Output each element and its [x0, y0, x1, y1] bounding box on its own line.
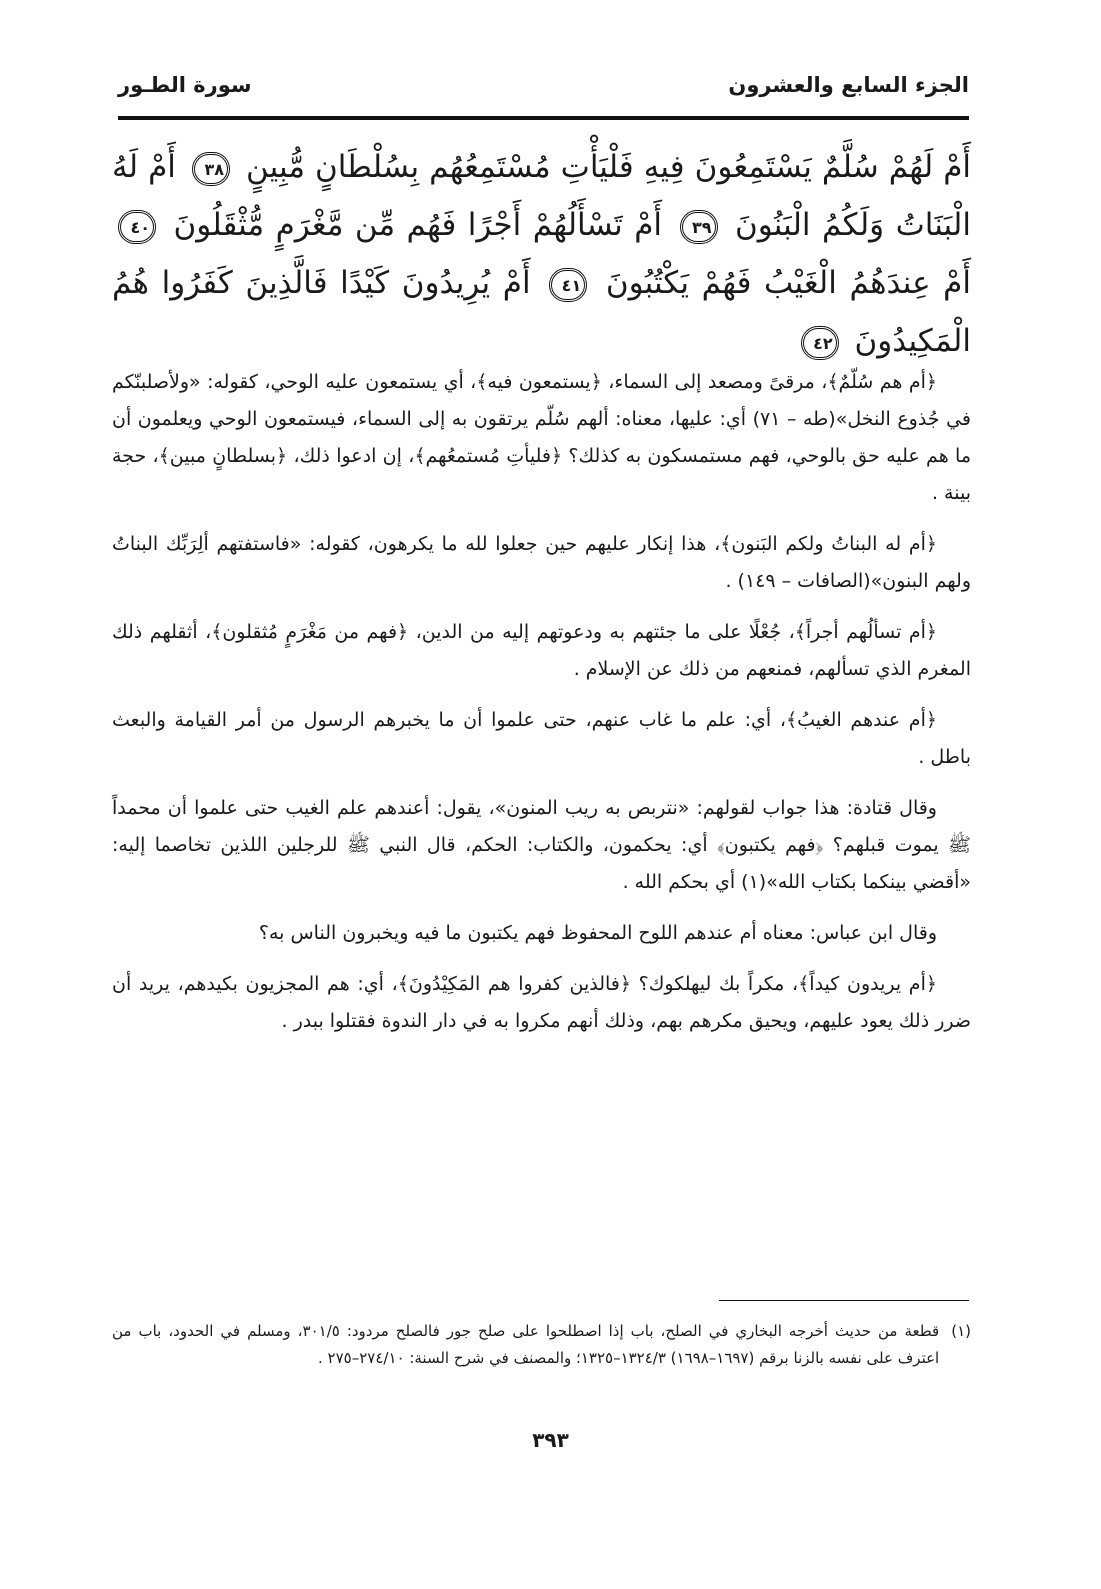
commentary-paragraph: ﴿أم هم سُلّمٌ﴾، مرقىً ومصعد إلى السماء، ﴿يستمعون فيه﴾، أي يستمعون عليه الوحي، كقوله: «ولأصلبنّكم في جُذوع النخل»(طه – ٧١) أي: عليها، معناه: ألهم سُلّم يرتقون به إلى السماء، فيستمعون الوحي ويعلمون أن ما هم عليه حق بالوحي، فهم مستمسكون به كذلك؟ ﴿فليأتِ مُستمعُهم﴾، إن ادعوا ذلك، ﴿بسلطانٍ مبين﴾، حجة بينة . [112, 371, 971, 504]
header-juz-title: الجزء السابع والعشرون [728, 73, 969, 97]
verse-38-marker: ٣٨ [192, 152, 230, 186]
verse-38-text: أَمْ لَهُمْ سُلَّمٌ يَسْتَمِعُونَ فِيهِ فَلْيَأْتِ مُسْتَمِعُهُم بِسُلْطَانٍ مُّبِينٍ [246, 149, 972, 185]
footnote-divider [719, 1300, 969, 1301]
verse-42-text: أَمْ يُرِيدُونَ كَيْدًا فَالَّذِينَ كَفَرُوا هُمُ الْمَكِيدُونَ [112, 265, 971, 359]
commentary-paragraph: ﴿أم يريدون كيداً﴾، مكراً بك ليهلكوك؟ ﴿فالذين كفروا هم المَكِيْدُونَ﴾، أي: هم المجزيون بكيدهم، يريد أن ضرر ذلك يعود عليهم، ويحيق مكرهم بهم، وذلك أنهم مكروا به في دار الندوة فقتلوا ببدر . [112, 973, 971, 1032]
commentary-paragraph: وقال ابن عباس: معناه أم عندهم اللوح المحفوظ فهم يكتبون ما فيه ويخبرون الناس به؟ [258, 922, 937, 944]
commentary-paragraph: ﴿أم تسألُهم أجراً﴾، جُعْلًا على ما جئتهم به ودعوتهم إليه من الدين، ﴿فهم من مَغْرَمٍ مُثقلون﴾، أثقلهم ذلك المغرم الذي تسألهم، فمنعهم من ذلك عن الإسلام . [112, 621, 971, 680]
quran-verses-block [112, 138, 971, 370]
verse-39-marker: ٣٩ [680, 210, 718, 244]
verse-41-marker: ٤١ [549, 268, 587, 302]
tafsir-commentary [112, 364, 971, 1054]
verse-41-text: أَمْ عِندَهُمُ الْغَيْبُ فَهُمْ يَكْتُبُونَ [605, 265, 971, 301]
running-header [118, 62, 969, 108]
footnote-marker: (١) [951, 1322, 971, 1340]
footnote [112, 1318, 971, 1372]
verse-40-marker: ٤٠ [118, 210, 156, 244]
commentary-paragraph: ﴿أم له البناتُ ولكم البَنون﴾، هذا إنكار عليهم حين جعلوا لله ما يكرهون، كقوله: «فاستفتهم ألِرَبِّك البناتُ ولهم البنون»(الصافات – ١٤٩) . [112, 533, 971, 592]
header-surah-title: سورة الطـور [118, 73, 252, 97]
commentary-paragraph: ﴿أم عندهم الغيبُ﴾، أي: علم ما غاب عنهم، حتى علموا أن ما يخبرهم الرسول من أمر القيامة والبعث باطل . [112, 709, 971, 768]
verse-39-text: أَمْ لَهُ الْبَنَاتُ وَلَكُمُ الْبَنُونَ [112, 149, 971, 243]
commentary-paragraph: وقال قتادة: هذا جواب لقولهم: «نتربص به ريب المنون»، يقول: أعندهم علم الغيب حتى علموا أن محمداً ﷺ يموت قبلهم؟ ﴿فهم يكتبون﴾ أي: يحكمون، والكتاب: الحكم، قال النبي ﷺ للرجلين اللذين تخاصما إليه: «أقضي بينكما بكتاب الله»(١) أي بحكم الله . [112, 797, 971, 893]
page-number: ٣٩٣ [532, 1428, 569, 1452]
header-divider [118, 116, 969, 120]
verse-42-marker: ٤٢ [801, 326, 839, 360]
footnote-text: قطعة من حديث أخرجه البخاري في الصلح، باب إذا اصطلحوا على صلح جور فالصلح مردود: ٣٠١/٥، ومسلم في الحدود، باب من اعترف على نفسه بالزنا برقم (١٦٩٧–١٦٩٨) ١٣٢٤/٣–١٣٢٥؛ والمصنف في شرح السنة: ٢٧٤/١٠–٢٧٥ . [112, 1322, 940, 1367]
verse-40-text: أَمْ تَسْأَلُهُمْ أَجْرًا فَهُم مِّن مَّغْرَمٍ مُّثْقَلُونَ [173, 207, 663, 243]
